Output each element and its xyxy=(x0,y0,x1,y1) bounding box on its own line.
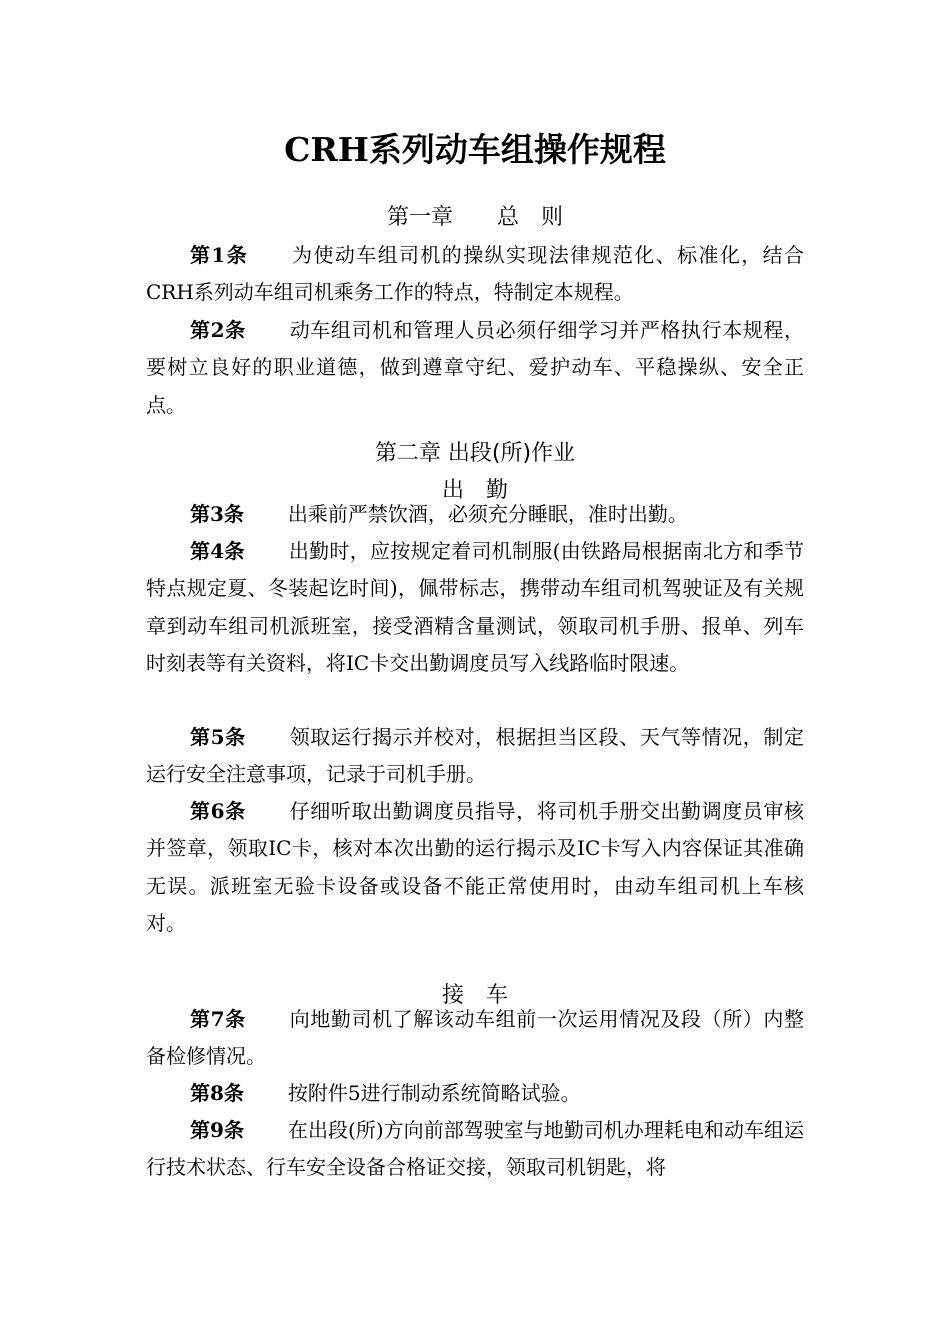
article-9 xyxy=(146,1112,804,1187)
article-text: 动车组司机和管理人员必须仔细学习并严格执行本规程，要树立良好的职业道德，做到遵章守纪、爱护动车、平稳操纵、安全正点。 xyxy=(146,318,804,417)
article-1 xyxy=(146,237,804,312)
article-number: 第3条 xyxy=(190,502,244,526)
article-8 xyxy=(146,1075,804,1112)
article-4 xyxy=(146,533,804,682)
chapter-1-heading: 第一章 总 则 xyxy=(386,205,563,230)
article-text: 为使动车组司机的操纵实现法律规范化、标准化，结合CRH系列动车组司机乘务工作的特点，特制定本规程。 xyxy=(146,243,805,305)
article-number: 第5条 xyxy=(190,725,246,749)
article-7 xyxy=(146,1001,804,1076)
section-heading-jieche: 接 车 xyxy=(441,983,508,1008)
article-text: 向地勤司机了解该动车组前一次运用情况及段（所）内整备检修情况。 xyxy=(146,1007,804,1069)
article-3 xyxy=(146,496,804,533)
article-6 xyxy=(146,793,804,942)
document-title: CRH系列动车组操作规程 xyxy=(284,130,666,169)
article-number: 第8条 xyxy=(190,1081,244,1105)
article-5 xyxy=(146,719,804,794)
article-number: 第9条 xyxy=(190,1118,244,1142)
article-text: 仔细听取出勤调度员指导，将司机手册交出勤调度员审核并签章，领取IC卡，核对本次出勤的运行揭示及IC卡写入内容保证其准确无误。派班室无验卡设备或设备不能正常使用时，由动车组司机上车核对。 xyxy=(146,799,804,935)
article-number: 第6条 xyxy=(190,799,246,823)
article-text: 出乘前严禁饮酒，必须充分睡眠，准时出勤。 xyxy=(287,502,688,526)
chapter-2-heading: 第二章 出段(所)作业 xyxy=(374,441,576,466)
article-text: 按附件5进行制动系统简略试验。 xyxy=(287,1081,581,1105)
article-number: 第1条 xyxy=(190,243,249,267)
article-2 xyxy=(146,312,804,424)
article-number: 第4条 xyxy=(190,539,245,563)
article-text: 领取运行揭示并校对，根据担当区段、天气等情况，制定运行安全注意事项，记录于司机手册。 xyxy=(146,725,804,787)
article-number: 第2条 xyxy=(190,318,246,342)
article-number: 第7条 xyxy=(190,1007,246,1031)
article-text: 出勤时，应按规定着司机制服(由铁路局根据南北方和季节特点规定夏、冬装起讫时间)，佩带标志，携带动车组司机驾驶证及有关规章到动车组司机派班室，接受酒精含量测试，领取司机手册、报单、列车时刻表等有关资料，将IC卡交出勤调度员写入线路临时限速。 xyxy=(146,539,804,675)
article-text: 在出段(所)方向前部驾驶室与地勤司机办理耗电和动车组运行技术状态、行车安全设备合格证交接，领取司机钥匙，将 xyxy=(146,1118,804,1180)
section-heading-chuqin: 出 勤 xyxy=(441,478,508,503)
